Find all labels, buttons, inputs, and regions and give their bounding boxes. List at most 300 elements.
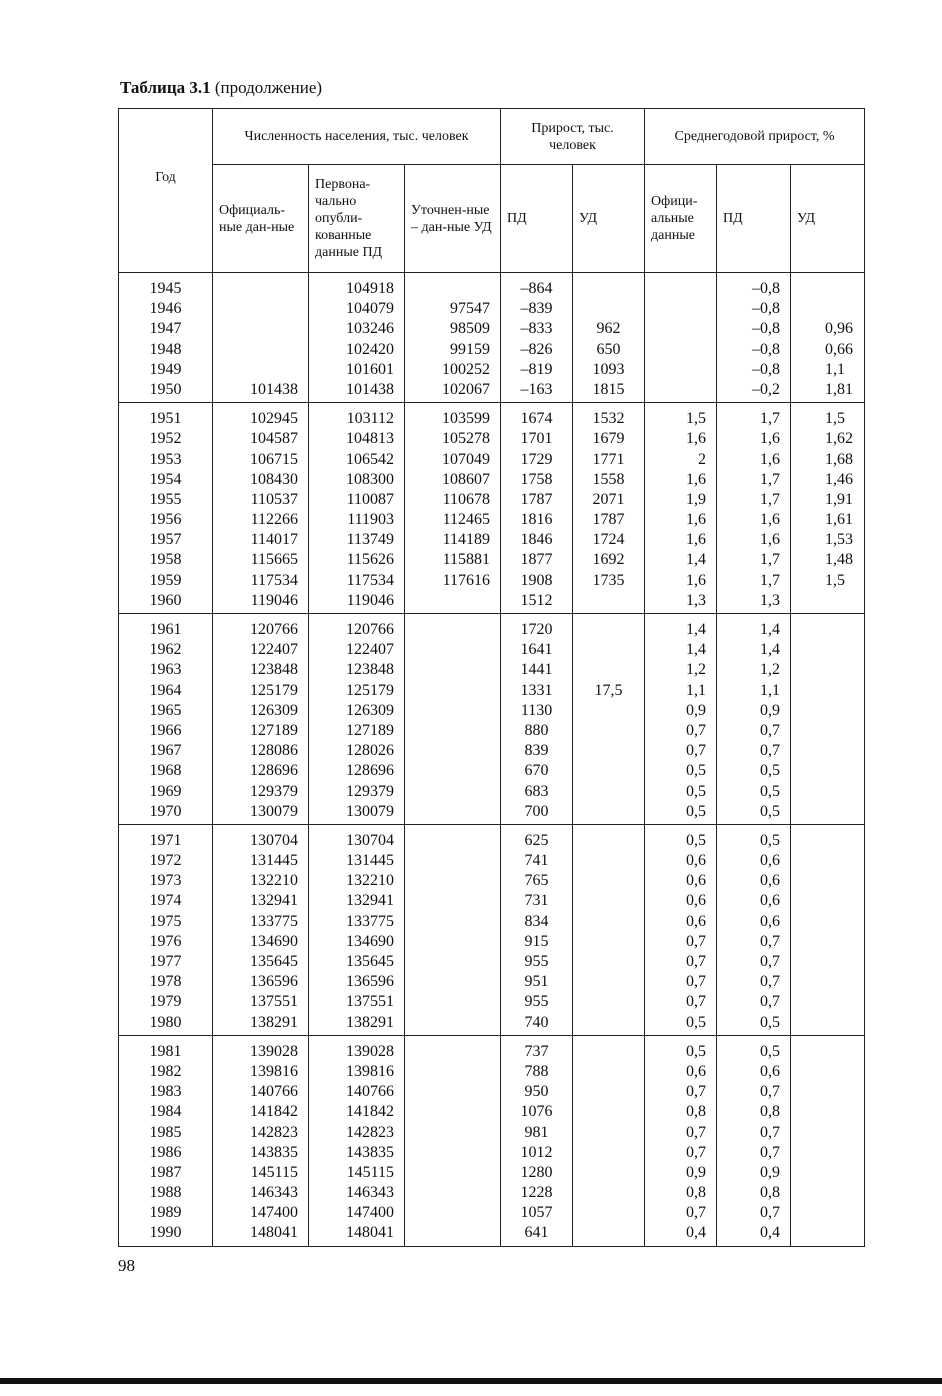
value: 1,1: [760, 681, 781, 699]
value: 0,7: [686, 721, 707, 739]
scan-edge-bar: [0, 1378, 942, 1384]
refined-ud-cell: [405, 824, 501, 1035]
table-caption: [120, 78, 322, 98]
value: 131445: [346, 852, 394, 870]
value: [577, 891, 640, 911]
value: 1981: [149, 1042, 182, 1060]
value: –864: [520, 280, 553, 297]
value: 650: [596, 340, 621, 358]
value: 1979: [149, 993, 182, 1011]
value: 0,7: [686, 1083, 707, 1101]
value: [649, 299, 706, 319]
value: 0,9: [686, 1163, 707, 1181]
value: [577, 831, 640, 851]
header-initial-pd: Первона-чально опубли-кованные данные ПД: [309, 165, 405, 273]
official-cell: [213, 824, 309, 1035]
value: 1,4: [760, 621, 781, 638]
value: 132210: [250, 872, 298, 890]
value: [409, 1042, 490, 1062]
pct-official-cell: [645, 273, 717, 403]
value: 0,7: [686, 742, 707, 760]
value: 105278: [442, 430, 491, 448]
value: 1758: [520, 470, 553, 488]
value: [825, 1102, 860, 1122]
value: 128026: [346, 742, 394, 760]
value: 0,7: [760, 742, 781, 760]
value: –0,8: [752, 300, 781, 318]
value: 139816: [346, 1062, 394, 1080]
value: 127189: [346, 721, 394, 739]
value: 1,1: [686, 681, 707, 699]
value: [577, 912, 640, 932]
value: 0,7: [760, 1143, 781, 1161]
value: 138291: [346, 1013, 394, 1031]
value: [577, 640, 640, 660]
value: 1,81: [825, 380, 854, 398]
value: 880: [524, 721, 549, 739]
value: 1558: [592, 470, 625, 488]
value: [577, 972, 640, 992]
value: 1,61: [825, 511, 854, 529]
value: 128696: [346, 762, 394, 780]
value: [577, 952, 640, 972]
value: 1908: [520, 571, 553, 589]
value: 129379: [250, 782, 298, 800]
value: 1280: [520, 1163, 553, 1181]
growth-ud-cell: [573, 824, 645, 1035]
header-official: Официаль-ные дан-ные: [213, 165, 309, 273]
value: 1973: [149, 872, 182, 890]
value: 0,9: [760, 1163, 781, 1181]
value: 1950: [149, 380, 182, 398]
value: 142823: [250, 1123, 298, 1141]
value: 122407: [346, 641, 394, 659]
value: 741: [524, 852, 549, 870]
value: 1,7: [760, 490, 781, 508]
value: 100252: [442, 360, 491, 378]
pct-ud-cell: [791, 273, 865, 403]
value: –163: [520, 380, 553, 398]
value: [409, 851, 490, 871]
value: 0,6: [686, 852, 707, 870]
value: 104813: [346, 430, 394, 448]
value: 1,62: [825, 430, 854, 448]
value: 0,7: [760, 1204, 781, 1222]
value: 1,48: [825, 551, 854, 569]
value: 0,6: [760, 912, 781, 930]
value: 915: [524, 932, 549, 950]
value: 955: [524, 953, 549, 970]
value: 1989: [149, 1204, 182, 1222]
value: 0,5: [760, 762, 781, 780]
page-number: 98: [118, 1256, 135, 1275]
value: [577, 1123, 640, 1143]
value: [825, 1183, 860, 1203]
value: 981: [524, 1123, 549, 1141]
value: 1972: [149, 852, 182, 870]
value: 0,5: [686, 1013, 707, 1031]
value: 1,2: [760, 661, 781, 679]
value: 1,6: [760, 430, 781, 448]
value: 0,5: [760, 802, 781, 820]
value: [577, 620, 640, 640]
value: [825, 871, 860, 891]
value: 117534: [346, 571, 394, 589]
value: [649, 360, 706, 380]
value: 130704: [346, 831, 394, 849]
value: 103246: [346, 320, 394, 338]
value: 1951: [149, 410, 182, 428]
value: 1846: [520, 531, 553, 549]
year-cell: [119, 403, 213, 614]
value: [217, 319, 298, 339]
value: 1969: [149, 782, 182, 800]
initial-pd-cell: [309, 1035, 405, 1246]
official-cell: [213, 403, 309, 614]
value: 1076: [520, 1103, 553, 1121]
value: [825, 640, 860, 660]
value: 108430: [250, 470, 298, 488]
value: [825, 701, 860, 721]
value: 1966: [149, 721, 182, 739]
value: 641: [524, 1224, 549, 1242]
value: 128696: [250, 762, 298, 780]
value: –0,8: [752, 280, 781, 297]
header-ud: УД: [573, 165, 645, 273]
value: 99159: [450, 340, 491, 358]
value: 0,7: [760, 1123, 781, 1141]
value: 133775: [346, 912, 394, 930]
value: 1955: [149, 490, 182, 508]
pct-pd-cell: [717, 824, 791, 1035]
header-population-group: Численность населения, тыс. человек: [213, 109, 501, 165]
header-ud-pct: УД: [791, 165, 865, 273]
value: 1,6: [760, 531, 781, 549]
value: –839: [520, 300, 553, 318]
value: 1948: [149, 340, 182, 358]
value: [649, 380, 706, 400]
value: 0,9: [760, 701, 781, 719]
value: 1,7: [760, 551, 781, 569]
value: [649, 319, 706, 339]
value: 1,6: [686, 470, 707, 488]
value: 765: [524, 872, 549, 890]
value: 143835: [250, 1143, 298, 1161]
value: 788: [524, 1062, 549, 1080]
value: [825, 831, 860, 851]
value: 1965: [149, 701, 182, 719]
value: [409, 831, 490, 851]
value: 119046: [250, 591, 298, 609]
value: 1,5: [686, 410, 707, 428]
value: 139028: [250, 1042, 298, 1060]
value: 104079: [346, 300, 394, 318]
table-block-row: [119, 824, 865, 1035]
value: 0,96: [825, 320, 854, 338]
value: 110537: [250, 490, 298, 508]
value: 102420: [346, 340, 394, 358]
value: 1787: [520, 490, 553, 508]
value: 0,7: [760, 953, 781, 970]
value: 101438: [250, 380, 298, 398]
refined-ud-cell: [405, 273, 501, 403]
value: 0,7: [686, 1143, 707, 1161]
value: 1,6: [686, 571, 707, 589]
value: 0,9: [686, 701, 707, 719]
value: 0,6: [686, 892, 707, 910]
value: 670: [524, 762, 549, 780]
year-cell: [119, 614, 213, 825]
value: 1,5: [825, 410, 846, 428]
value: 130079: [250, 802, 298, 820]
value: [825, 591, 860, 611]
header-avg-growth-group: Среднегодовой прирост, %: [645, 109, 865, 165]
value: 115665: [250, 551, 298, 569]
value: 0,7: [760, 932, 781, 950]
value: 1,4: [760, 641, 781, 659]
value: [825, 1223, 860, 1243]
value: 0,8: [760, 1103, 781, 1121]
value: 1952: [149, 430, 182, 448]
value: 1771: [592, 450, 625, 468]
pct-pd-cell: [717, 403, 791, 614]
value: 133775: [250, 912, 298, 930]
value: 0,7: [686, 1123, 707, 1141]
value: [577, 871, 640, 891]
value: 0,5: [686, 831, 707, 849]
value: 1978: [149, 973, 182, 991]
value: 625: [524, 831, 549, 849]
value: 1,6: [760, 450, 781, 468]
pct-official-cell: [645, 1035, 717, 1246]
value: 1,5: [825, 571, 846, 589]
value: 1,6: [686, 511, 707, 529]
value: 1964: [149, 681, 182, 699]
value: 147400: [346, 1204, 394, 1222]
value: 130704: [250, 831, 298, 849]
value: [577, 1013, 640, 1033]
value: 1963: [149, 661, 182, 679]
value: 0,8: [686, 1184, 707, 1202]
value: 97547: [450, 300, 491, 318]
value: [649, 340, 706, 360]
growth-pd-cell: [501, 1035, 573, 1246]
value: [577, 1203, 640, 1223]
value: 123848: [346, 661, 394, 679]
value: 1512: [520, 591, 553, 609]
value: [217, 279, 298, 299]
value: [577, 279, 640, 299]
value: 1,46: [825, 470, 854, 488]
value: [409, 279, 490, 299]
value: [825, 761, 860, 781]
value: 1986: [149, 1143, 182, 1161]
value: 1,3: [686, 591, 707, 609]
value: 1057: [520, 1204, 553, 1222]
value: 834: [524, 912, 549, 930]
value: 1960: [149, 591, 182, 609]
table-body: [119, 273, 865, 1247]
value: 1,4: [686, 621, 707, 638]
value: 103112: [346, 410, 394, 428]
value: [217, 299, 298, 319]
growth-pd-cell: [501, 403, 573, 614]
value: [409, 972, 490, 992]
value: 114017: [250, 531, 298, 549]
value: 132941: [346, 892, 394, 910]
value: 1,53: [825, 531, 854, 549]
value: –819: [520, 360, 553, 378]
value: 110087: [346, 490, 394, 508]
value: 132210: [346, 872, 394, 890]
official-cell: [213, 273, 309, 403]
value: [409, 721, 490, 741]
value: [825, 851, 860, 871]
value: [577, 1082, 640, 1102]
value: 123848: [250, 661, 298, 679]
value: 138291: [250, 1013, 298, 1031]
value: 1,91: [825, 490, 854, 508]
value: 1958: [149, 551, 182, 569]
value: 134690: [346, 932, 394, 950]
value: 141842: [250, 1103, 298, 1121]
value: [409, 640, 490, 660]
growth-pd-cell: [501, 273, 573, 403]
value: 103599: [442, 410, 491, 428]
value: 125179: [250, 681, 298, 699]
pct-official-cell: [645, 403, 717, 614]
value: 1331: [520, 681, 553, 699]
value: 1982: [149, 1062, 182, 1080]
value: 1946: [149, 300, 182, 318]
value: 0,6: [760, 852, 781, 870]
value: 1787: [592, 511, 625, 529]
value: 126309: [346, 701, 394, 719]
value: 1,4: [686, 641, 707, 659]
value: [409, 1082, 490, 1102]
pct-pd-cell: [717, 273, 791, 403]
value: 98509: [450, 320, 491, 338]
value: 0,5: [686, 782, 707, 800]
value: 1957: [149, 531, 182, 549]
year-cell: [119, 824, 213, 1035]
official-cell: [213, 1035, 309, 1246]
value: 108300: [346, 470, 394, 488]
value: [825, 1203, 860, 1223]
value: 0,7: [760, 973, 781, 991]
value: 140766: [346, 1083, 394, 1101]
value: [409, 952, 490, 972]
value: 0,5: [686, 802, 707, 820]
value: 0,7: [686, 932, 707, 950]
value: [577, 782, 640, 802]
value: 0,7: [686, 993, 707, 1011]
value: 0,66: [825, 340, 854, 358]
refined-ud-cell: [405, 1035, 501, 1246]
value: 148041: [346, 1224, 394, 1242]
value: [409, 1062, 490, 1082]
value: 700: [524, 802, 549, 820]
value: 1441: [520, 661, 553, 679]
value: [409, 782, 490, 802]
header-growth-group: Прирост, тыс. человек: [501, 109, 645, 165]
value: 126309: [250, 701, 298, 719]
value: 136596: [346, 973, 394, 991]
value: 950: [524, 1083, 549, 1101]
value: 134690: [250, 932, 298, 950]
value: [825, 1062, 860, 1082]
value: [825, 802, 860, 822]
table-block-row: [119, 614, 865, 825]
value: 1815: [592, 380, 625, 398]
value: 1974: [149, 892, 182, 910]
initial-pd-cell: [309, 273, 405, 403]
value: [409, 912, 490, 932]
value: [409, 891, 490, 911]
value: 0,7: [686, 973, 707, 991]
value: [825, 992, 860, 1012]
value: 962: [596, 320, 621, 338]
value: [825, 1042, 860, 1062]
value: 951: [524, 973, 549, 991]
value: 1967: [149, 742, 182, 760]
value: 1,9: [686, 490, 707, 508]
value: [825, 782, 860, 802]
pct-ud-cell: [791, 1035, 865, 1246]
value: 1012: [520, 1143, 553, 1161]
value: 139028: [346, 1042, 394, 1060]
value: 107049: [442, 450, 491, 468]
value: 1130: [520, 701, 553, 719]
table-block-row: [119, 273, 865, 403]
value: 102067: [442, 380, 491, 398]
value: [825, 660, 860, 680]
value: 114189: [442, 531, 491, 549]
value: 1692: [592, 551, 625, 569]
value: 1701: [520, 430, 553, 448]
initial-pd-cell: [309, 403, 405, 614]
value: 101601: [346, 360, 394, 378]
value: 1985: [149, 1123, 182, 1141]
caption-bold: Таблица 3.1: [120, 78, 211, 97]
table-block-row: [119, 1035, 865, 1246]
value: 1961: [149, 621, 182, 638]
growth-ud-cell: [573, 273, 645, 403]
value: [649, 279, 706, 299]
header-year: Год: [119, 109, 213, 273]
value: 0,6: [760, 892, 781, 910]
value: 0,5: [686, 762, 707, 780]
value: 0,6: [686, 872, 707, 890]
value: 120766: [346, 621, 394, 638]
value: 2071: [592, 490, 625, 508]
value: 128086: [250, 742, 298, 760]
value: –826: [520, 340, 553, 358]
value: 1956: [149, 511, 182, 529]
value: 0,7: [686, 1204, 707, 1222]
value: 0,5: [760, 782, 781, 800]
pct-official-cell: [645, 824, 717, 1035]
value: 0,6: [686, 912, 707, 930]
value: 108607: [442, 470, 491, 488]
value: [577, 701, 640, 721]
value: [825, 279, 860, 299]
year-cell: [119, 273, 213, 403]
value: 1968: [149, 762, 182, 780]
value: [577, 992, 640, 1012]
value: 740: [524, 1013, 549, 1031]
value: [825, 1143, 860, 1163]
